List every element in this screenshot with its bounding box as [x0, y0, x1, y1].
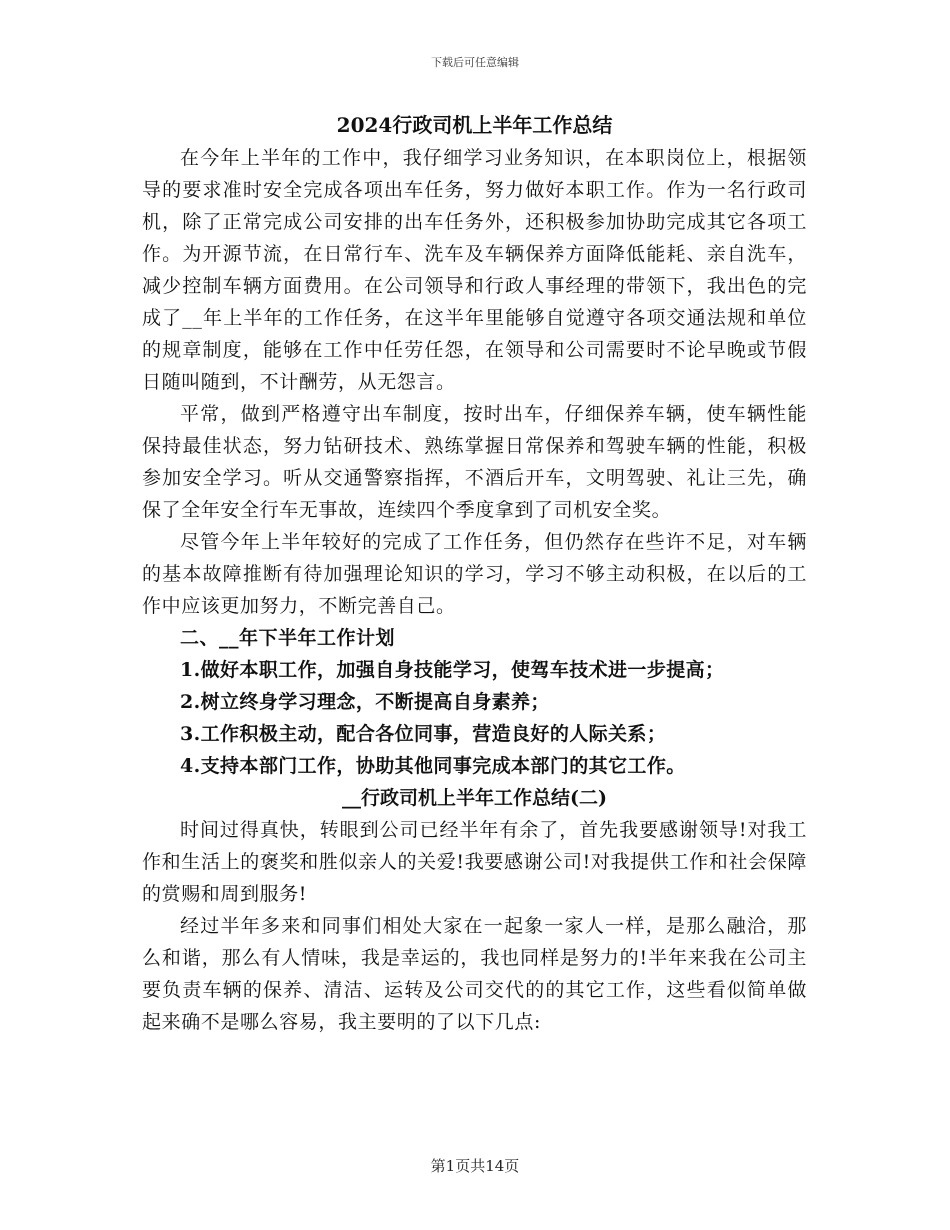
plan-item: 3.工作积极主动，配合各位同事，营造良好的人际关系；	[180, 723, 667, 745]
plan-list	[142, 654, 807, 782]
paragraph: 经过半年多来和同事们相处大家在一起象一家人一样，是那么融洽，那么和谐，那么有人情味，我是幸运的，我也同样是努力的!半年来我在公司主要负责车辆的保养、清洁、运转及公司交代的的其它工作，这些看似简单做起来确不是哪么容易，我主要明的了以下几点:	[142, 915, 807, 1033]
document-title: 2024行政司机上半年工作总结	[336, 113, 613, 137]
paragraph: 平常，做到严格遵守出车制度，按时出车，仔细保养车辆，使车辆性能保持最佳状态，努力钻研技术、熟练掌握日常保养和驾驶车辆的性能，积极参加安全学习。听从交通警察指挥，不酒后开车，文明驾驶、礼让三先，确保了全年安全行车无事故，连续四个季度拿到了司机安全奖。	[142, 403, 807, 521]
paragraph: 尽管今年上半年较好的完成了工作任务，但仍然存在些许不足，对车辆的基本故障推断有待加强理论知识的学习，学习不够主动积极，在以后的工作中应该更加努力，不断完善自己。	[142, 531, 807, 617]
document-body	[142, 108, 807, 1038]
header-note: 下载后可任意编辑	[431, 56, 519, 69]
page-footer: 第1页共14页	[430, 1157, 520, 1175]
plan-item: 1.做好本职工作，加强自身技能学习，使驾车技术进一步提高；	[180, 659, 725, 681]
paragraph: 在今年上半年的工作中，我仔细学习业务知识，在本职岗位上，根据领导的要求准时安全完成各项出车任务，努力做好本职工作。作为一名行政司机，除了正常完成公司安排的出车任务外，还积极参加协助完成其它各项工作。为开源节流，在日常行车、洗车及车辆保养方面降低能耗、亲自洗车，减少控制车辆方面费用。在公司领导和行政人事经理的带领下，我出色的完成了__年上半年的工作任务，在这半年里能够自觉遵守各项交通法规和单位的规章制度，能够在工作中任劳任怨，在领导和公司需要时不论早晚或节假日随叫随到，不计酬劳，从无怨言。	[142, 147, 807, 393]
plan-heading: 二、__年下半年工作计划	[180, 627, 396, 649]
plan-item: 2.树立终身学习理念，不断提高自身素养；	[180, 691, 550, 713]
paragraph: 时间过得真快，转眼到公司已经半年有余了，首先我要感谢领导!对我工作和生活上的褒奖和胜似亲人的关爱!我要感谢公司!对我提供工作和社会保障的赏赐和周到服务!	[142, 819, 807, 905]
plan-item: 4.支持本部门工作，协助其他同事完成本部门的其它工作。	[180, 755, 686, 777]
section-subtitle: __行政司机上半年工作总结(二)	[342, 787, 607, 809]
